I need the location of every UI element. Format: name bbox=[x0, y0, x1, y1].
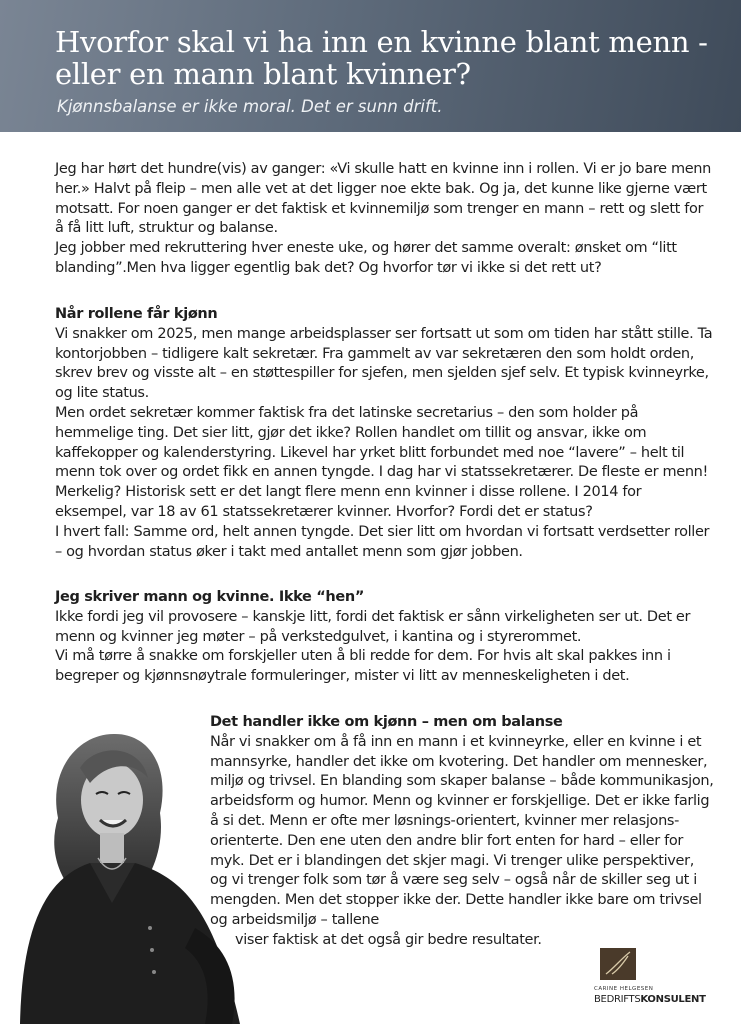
section-paragraph-end: viser faktisk at det også gir bedre resultater. bbox=[235, 931, 542, 948]
page-subtitle: Kjønnsbalanse er ikke moral. Det er sunn drift. bbox=[57, 97, 443, 116]
author-portrait-image bbox=[0, 728, 250, 1024]
company-logo bbox=[590, 948, 720, 1014]
section-paragraph: Ikke fordi jeg vil provosere – kanskje litt, fordi det faktisk er sånn virkeligheten ser ut. Det er menn og kvinner jeg møter – på verkstedgulvet, i kantina og i styrerommet. bbox=[55, 608, 691, 645]
section-paragraph: Men ordet sekretær kommer faktisk fra det latinske secretarius – den som holder på hemmelige ting. Det sier litt, gjør det ikke? Rollen handlet om tillit og ansvar, ikke om kaffekopper og kalenderstyring. Likevel har yrket blitt forbundet med noe “lavere” – helt til menn tok over og ordet fikk en annen tyngde. I dag har vi statssekretærer. De fleste er menn! Merkelig? Historisk sett er det langt flere menn enn kvinner i disse rollene. I 2014 for eksempel, var 18 av 61 statssekretærer kvinner. Hvorfor? Fordi det er status? bbox=[55, 404, 708, 520]
logo-brand-part-2: KONSULENT bbox=[640, 994, 706, 1005]
section-paragraph: Vi må tørre å snakke om forskjeller uten å bli redde for dem. For hvis alt skal pakkes inn i begreper og kjønnsnøytrale formuleringer, mister vi litt av menneskeligheten i det. bbox=[55, 648, 671, 685]
intro-paragraph-1: Jeg har hørt det hundre(vis) av ganger: «Vi skulle hatt en kvinne inn i rollen. Vi er jo bare menn her.» Halvt på fleip – men alle vet at det ligger noe ekte bak. Og ja, det kunne like gjerne vært motsatt. For noen ganger er det faktisk et kvinnemiljø som trenger en mann – rett og slett for å få litt luft, struktur og balanse. bbox=[55, 161, 711, 237]
section-roles bbox=[55, 305, 715, 562]
section-gender-words bbox=[55, 588, 715, 687]
section-paragraph: I hvert fall: Samme ord, helt annen tyngde. Det sier litt om hvordan vi fortsatt verdsetter roller – og hvordan status øker i takt med antallet menn som gjør jobben. bbox=[55, 523, 710, 560]
page-title: Hvorfor skal vi ha inn en kvinne blant menn - eller en mann blant kvinner? bbox=[55, 25, 708, 91]
intro-paragraph-2: Jeg jobber med rekruttering hver eneste uke, og hører det samme overalt: ønsket om “litt blanding”.Men hva ligger egentlig bak det? Og hvorfor tør vi ikke si det rett ut? bbox=[55, 240, 677, 276]
section-heading: Det handler ikke om kjønn – men om balanse bbox=[210, 714, 563, 730]
section-paragraph: Når vi snakker om å få inn en mann i et kvinneyrke, eller en kvinne i et mannsyrke, handler det ikke om kvotering. Det handler om mennesker, miljø og trivsel. En blanding som skaper balanse – både kommunikasjon, arbeidsform og humor. Menn og kvinner er forskjellige. Det er ikke farlig å si det. Menn er ofte mer løsnings-orientert, kvinner mer relasjons-orienterte. Den ene uten den andre blir fort enten for hard – eller for myk. Det er i blandingen det skjer magi. Vi trenger ulike perspektiver, og vi trenger folk som tør å være seg selv – også når de skiller seg ut i mengden. Men det stopper ikke der. Dette handler ikke bare om trivsel og arbeidsmiljø – tallene bbox=[210, 733, 714, 928]
section-heading: Når rollene får kjønn bbox=[55, 306, 218, 322]
header-banner bbox=[0, 0, 741, 132]
logo-brand-part-1: BEDRIFTS bbox=[594, 994, 641, 1005]
logo-mark-icon bbox=[600, 948, 636, 980]
section-balance bbox=[210, 713, 715, 951]
logo-brand bbox=[594, 994, 706, 1005]
section-heading: Jeg skriver mann og kvinne. Ikke “hen” bbox=[55, 589, 365, 605]
logo-name: CARINE HELGESEN bbox=[594, 986, 654, 992]
intro-block bbox=[55, 160, 715, 279]
section-paragraph: Vi snakker om 2025, men mange arbeidsplasser ser fortsatt ut som om tiden har stått stille. Ta kontorjobben – tidligere kalt sekretær. Fra gammelt av var sekretæren den som holdt orden, skrev brev og visste alt – en støttespiller for sjefen, men sjelden sjef selv. Et typisk kvinneyrke, og lite status. bbox=[55, 325, 713, 402]
